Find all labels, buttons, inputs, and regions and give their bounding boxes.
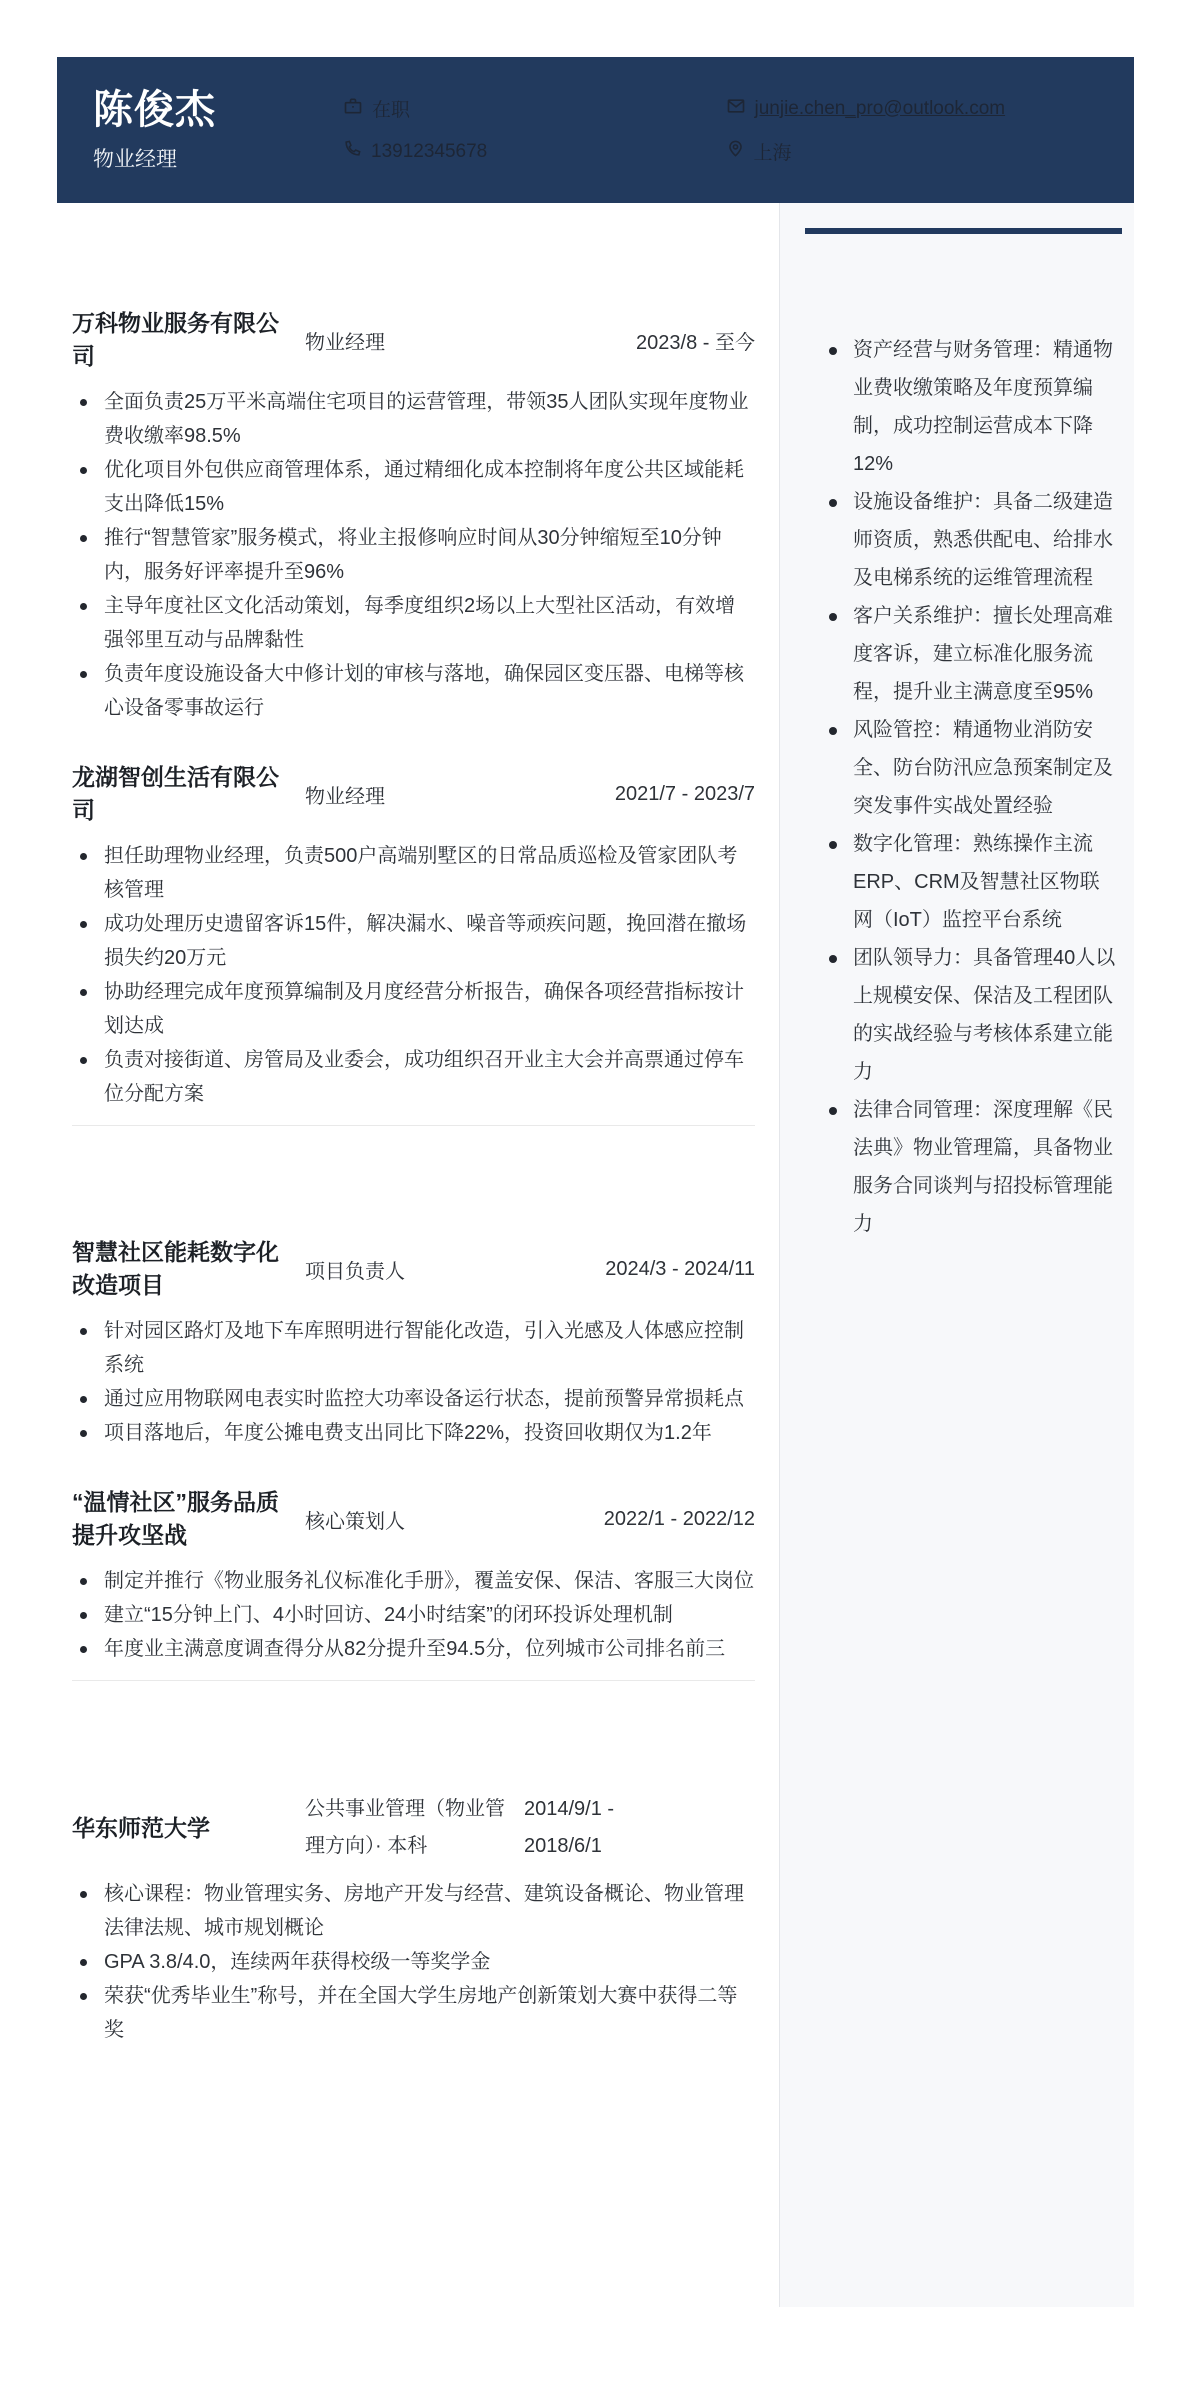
identity-block [93,87,343,173]
bullet-item: 优化项目外包供应商管理体系，通过精细化成本控制将年度公共区域能耗支出降低15% [72,453,755,521]
status-text: 在职 [372,100,411,121]
main-column [57,203,779,2307]
section-work-experience [72,307,755,1111]
location-pin-icon [726,139,745,164]
experience-entry [72,307,755,725]
bullet-item: 负责年度设施设备大中修计划的审核与落地，确保园区变压器、电梯等核心设备零事故运行 [72,657,755,725]
experience-entry [72,761,755,1111]
project-date-range: 2022/1 - 2022/12 [603,1507,755,1530]
company-name: 龙湖智创生活有限公司 [72,764,279,823]
contact-phone [343,139,716,164]
bullet-item: 通过应用物联网电表实时监控大功率设备运行状态，提前预警异常损耗点 [72,1382,755,1416]
skill-item: 数字化管理：熟练操作主流ERP、CRM及智慧社区物联网（IoT）监控平台系统 [802,825,1118,939]
skills-sidebar [779,203,1134,2307]
experience-entry-header [72,761,755,827]
bullet-item: 荣获“优秀毕业生”称号，并在全国大学生房地产创新策划大赛中获得二等奖 [72,1979,755,2047]
project-entry [72,1486,755,1666]
project-entry-header [72,1236,755,1302]
bullet-item: 负责对接街道、房管局及业委会，成功组织召开业主大会并高票通过停车位分配方案 [72,1043,755,1111]
project-role: 项目负责人 [305,1260,405,1283]
education-date-range: 2014/9/1 - 2018/6/1 [524,1798,615,1857]
experience-bullet-list [72,385,755,725]
project-bullet-list [72,1314,755,1450]
experience-entry-header [72,307,755,373]
location-text: 上海 [753,143,792,164]
bullet-item: 担任助理物业经理，负责500户高端别墅区的日常品质巡检及管家团队考核管理 [72,839,755,907]
project-entry [72,1236,755,1450]
project-bullet-list [72,1564,755,1666]
candidate-job-title: 物业经理 [93,148,177,171]
email-link[interactable]: junjie.chen_pro@outlook.com [754,97,1006,119]
skills-list [802,331,1118,1243]
project-role: 核心策划人 [305,1510,405,1533]
skill-item: 法律合同管理：深度理解《民法典》物业管理篇，具备物业服务合同谈判与招投标管理能力 [802,1091,1118,1243]
skill-item: 客户关系维护：擅长处理高难度客诉，建立标准化服务流程，提升业主满意度至95% [802,597,1118,711]
skill-item: 团队领导力：具备管理40人以上规模安保、保洁及工程团队的实战经验与考核体系建立能力 [802,939,1118,1091]
job-role: 物业经理 [305,785,385,808]
skill-item: 设施设备维护：具备二级建造师资质，熟悉供配电、给排水及电梯系统的运维管理流程 [802,483,1118,597]
skill-item: 风险管控：精通物业消防安全、防台防汛应急预案制定及突发事件实战处置经验 [802,711,1118,825]
experience-bullet-list [72,839,755,1111]
bullet-item: 协助经理完成年度预算编制及月度经营分析报告，确保各项经营指标按计划达成 [72,975,755,1043]
phone-icon [343,139,362,164]
resume-body [57,203,1134,2307]
skill-item: 资产经营与财务管理：精通物业费收缴策略及年度预算编制，成功控制运营成本下降12% [802,331,1118,483]
contact-location [726,138,1099,165]
education-entry [72,1791,755,2047]
contact-status [343,95,716,122]
education-entry-header [72,1791,755,1865]
school-name: 华东师范大学 [72,1815,210,1841]
resume-header [57,57,1134,203]
skills-title-rule [805,228,1122,234]
mail-icon [726,96,746,122]
bullet-item: 建立“15分钟上门、4小时回访、24小时结案”的闭环投诉处理机制 [72,1598,755,1632]
education-bullet-list [72,1877,755,2047]
bullet-item: GPA 3.8/4.0，连续两年获得校级一等奖学金 [72,1945,755,1979]
bullet-item: 年度业主满意度调查得分从82分提升至94.5分，位列城市公司排名前三 [72,1632,755,1666]
major-degree: 公共事业管理（物业管理方向）· 本科 [305,1798,505,1857]
project-name: “温情社区”服务品质提升攻坚战 [72,1489,279,1548]
job-date-range: 2023/8 - 至今 [636,331,755,354]
bullet-item: 全面负责25万平米高端住宅项目的运营管理，带领35人团队实现年度物业费收缴率98.5% [72,385,755,453]
resume-card [57,57,1134,2307]
candidate-name: 陈俊杰 [93,88,216,132]
project-date-range: 2024/3 - 2024/11 [605,1257,755,1280]
bullet-item: 核心课程：物业管理实务、房地产开发与经营、建筑设备概论、物业管理法律法规、城市规划概论 [72,1877,755,1945]
bullet-item: 主导年度社区文化活动策划，每季度组织2场以上大型社区活动，有效增强邻里互动与品牌黏性 [72,589,755,657]
bullet-item: 推行“智慧管家”服务模式，将业主报修响应时间从30分钟缩短至10分钟内，服务好评率提升至96% [72,521,755,589]
briefcase-icon [343,96,363,122]
bullet-item: 针对园区路灯及地下车库照明进行智能化改造，引入光感及人体感应控制系统 [72,1314,755,1382]
section-education [72,1680,755,2047]
bullet-item: 项目落地后，年度公摊电费支出同比下降22%，投资回收期仅为1.2年 [72,1416,755,1450]
project-entry-header [72,1486,755,1552]
bullet-item: 制定并推行《物业服务礼仪标准化手册》，覆盖安保、保洁、客服三大岗位 [72,1564,755,1598]
bullet-item: 成功处理历史遗留客诉15件，解决漏水、噪音等顽疾问题，挽回潜在撤场损失约20万元 [72,907,755,975]
project-name: 智慧社区能耗数字化改造项目 [72,1239,279,1298]
job-role: 物业经理 [305,331,385,354]
contact-email [726,96,1099,122]
phone-text: 13912345678 [371,140,488,162]
job-date-range: 2021/7 - 2023/7 [614,782,755,805]
contact-grid [343,95,1098,165]
section-projects [72,1125,755,1666]
company-name: 万科物业服务有限公司 [72,310,279,369]
